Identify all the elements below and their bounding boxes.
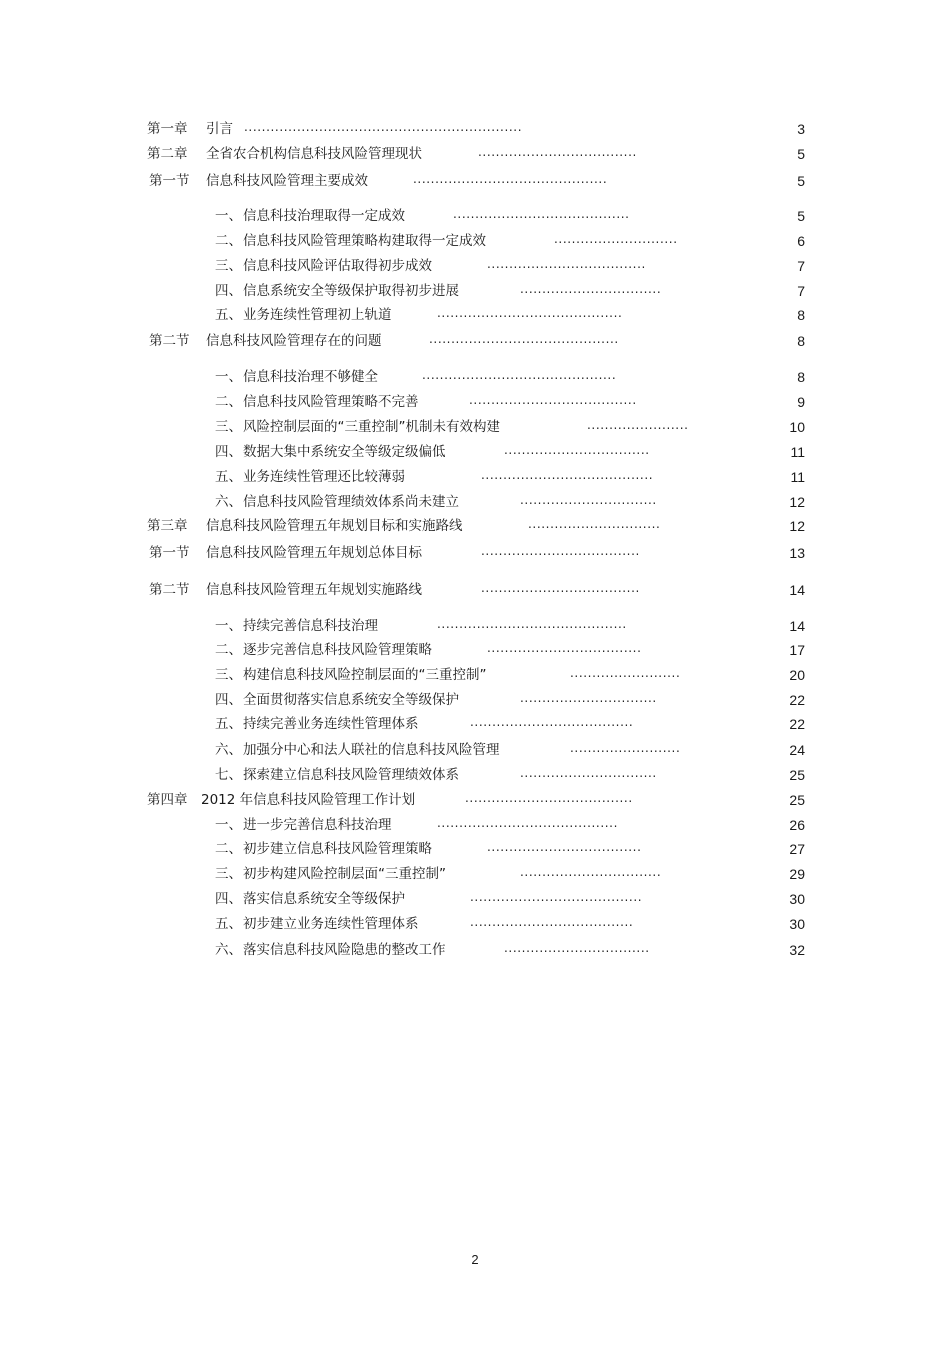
toc-entry-number: 第二节 bbox=[149, 582, 190, 598]
toc-entry-leader: ............................................ bbox=[422, 368, 617, 382]
toc-entry-number: 第三章 bbox=[147, 518, 188, 534]
toc-entry-number: 五、 bbox=[215, 307, 242, 323]
toc-entry-page: 29 bbox=[789, 866, 805, 882]
toc-entry-number: 五、 bbox=[215, 916, 242, 932]
toc-entry-page: 11 bbox=[790, 444, 805, 460]
toc-entry-number: 四、 bbox=[215, 692, 242, 708]
toc-entry-leader: ......................... bbox=[570, 666, 681, 680]
toc-entry-title: 逐步完善信息科技风险管理策略 bbox=[243, 642, 432, 658]
toc-entry-title: 信息科技治理不够健全 bbox=[243, 369, 378, 385]
toc-entry-page: 25 bbox=[789, 792, 805, 808]
toc-entry-page: 7 bbox=[797, 283, 805, 299]
toc-entry-page: 14 bbox=[789, 618, 805, 634]
toc-entry-leader: ............................ bbox=[554, 232, 678, 246]
toc-entry-title: 信息系统安全等级保护取得初步进展 bbox=[243, 283, 459, 299]
toc-entry-page: 17 bbox=[789, 642, 805, 658]
toc-entry-title: 信息科技风险评估取得初步成效 bbox=[243, 258, 432, 274]
toc-entry[interactable] bbox=[0, 331, 950, 351]
toc-entry-title: 持续完善业务连续性管理体系 bbox=[243, 716, 419, 732]
toc-entry-number: 二、 bbox=[215, 642, 242, 658]
toc-entry-title: 信息科技风险管理存在的问题 bbox=[206, 333, 382, 349]
toc-entry-leader: ...................................... bbox=[469, 393, 637, 407]
toc-entry-page: 9 bbox=[797, 394, 805, 410]
toc-entry-leader: ................................ bbox=[520, 865, 662, 879]
toc-entry[interactable] bbox=[0, 171, 950, 191]
toc-entry-leader: .......................................... bbox=[437, 306, 623, 320]
toc-entry[interactable] bbox=[0, 256, 950, 276]
page-number: 2 bbox=[471, 1252, 479, 1267]
toc-entry-number: 五、 bbox=[215, 716, 242, 732]
toc-entry-number: 六、 bbox=[215, 742, 242, 758]
toc-entry-title: 构建信息科技风险控制层面的“三重控制” bbox=[243, 667, 487, 683]
toc-entry-title: 信息科技风险管理五年规划实施路线 bbox=[206, 582, 422, 598]
toc-entry-number: 三、 bbox=[215, 419, 242, 435]
toc-entry[interactable] bbox=[0, 231, 950, 251]
toc-entry-title: 信息科技风险管理五年规划总体目标 bbox=[206, 545, 422, 561]
toc-entry[interactable] bbox=[0, 281, 950, 301]
toc-entry[interactable] bbox=[0, 765, 950, 785]
toc-entry[interactable] bbox=[0, 392, 950, 412]
toc-entry-page: 12 bbox=[789, 494, 805, 510]
toc-entry-number: 第一节 bbox=[149, 545, 190, 561]
toc-entry-title: 全省农合机构信息科技风险管理现状 bbox=[206, 146, 422, 162]
toc-entry-title: 加强分中心和法人联社的信息科技风险管理 bbox=[243, 742, 500, 758]
toc-entry[interactable] bbox=[0, 839, 950, 859]
toc-entry-number: 三、 bbox=[215, 667, 242, 683]
toc-entry-number: 四、 bbox=[215, 444, 242, 460]
toc-entry-leader: ............................... bbox=[520, 493, 657, 507]
toc-entry-leader: .................................... bbox=[478, 145, 637, 159]
toc-entry-title: 进一步完善信息科技治理 bbox=[243, 817, 392, 833]
toc-entry-page: 30 bbox=[789, 891, 805, 907]
toc-entry-page: 22 bbox=[789, 692, 805, 708]
toc-entry[interactable] bbox=[0, 665, 950, 685]
toc-entry-title: 信息科技风险管理主要成效 bbox=[206, 173, 368, 189]
toc-entry-number: 一、 bbox=[215, 817, 242, 833]
toc-entry[interactable] bbox=[0, 616, 950, 636]
toc-entry[interactable] bbox=[0, 467, 950, 487]
toc-entry-leader: ..................................... bbox=[470, 915, 634, 929]
toc-entry-number: 二、 bbox=[215, 841, 242, 857]
toc-entry-title: 探索建立信息科技风险管理绩效体系 bbox=[243, 767, 459, 783]
toc-entry-title: 初步建立业务连续性管理体系 bbox=[243, 916, 419, 932]
toc-entry[interactable] bbox=[0, 580, 950, 600]
toc-entry-leader: .................................... bbox=[487, 257, 646, 271]
toc-entry[interactable] bbox=[0, 144, 950, 164]
toc-entry-leader: ......................................... bbox=[437, 816, 618, 830]
toc-entry-title: 信息科技风险管理五年规划目标和实施路线 bbox=[206, 518, 463, 534]
toc-entry-title: 持续完善信息科技治理 bbox=[243, 618, 378, 634]
toc-entry[interactable] bbox=[0, 516, 950, 536]
toc-entry-number: 一、 bbox=[215, 369, 242, 385]
toc-entry-title: 落实信息科技风险隐患的整改工作 bbox=[243, 942, 446, 958]
toc-entry[interactable] bbox=[0, 914, 950, 934]
toc-entry[interactable] bbox=[0, 367, 950, 387]
toc-entry[interactable] bbox=[0, 206, 950, 226]
toc-entry-leader: ............................... bbox=[520, 766, 657, 780]
toc-entry-page: 10 bbox=[789, 419, 805, 435]
toc-entry[interactable] bbox=[0, 442, 950, 462]
toc-entry[interactable] bbox=[0, 417, 950, 437]
toc-entry-page: 5 bbox=[797, 146, 805, 162]
toc-entry-number: 六、 bbox=[215, 942, 242, 958]
toc-entry-page: 5 bbox=[797, 173, 805, 189]
toc-entry[interactable] bbox=[0, 492, 950, 512]
toc-entry-number: 四、 bbox=[215, 283, 242, 299]
toc-entry-page: 32 bbox=[789, 942, 805, 958]
toc-entry-number: 二、 bbox=[215, 394, 242, 410]
toc-entry-page: 13 bbox=[789, 545, 805, 561]
toc-entry[interactable] bbox=[0, 740, 950, 760]
toc-entry-number: 五、 bbox=[215, 469, 242, 485]
toc-entry[interactable] bbox=[0, 889, 950, 909]
toc-entry-page: 5 bbox=[797, 208, 805, 224]
toc-entry[interactable] bbox=[0, 815, 950, 835]
toc-entry-number: 一、 bbox=[215, 618, 242, 634]
toc-entry-leader: ................................. bbox=[504, 941, 650, 955]
toc-entry[interactable] bbox=[0, 305, 950, 325]
toc-entry-page: 8 bbox=[797, 307, 805, 323]
toc-entry[interactable] bbox=[0, 690, 950, 710]
toc-entry[interactable] bbox=[0, 864, 950, 884]
toc-entry-title: 风险控制层面的“三重控制”机制未有效构建 bbox=[243, 419, 500, 435]
toc-entry-page: 8 bbox=[797, 333, 805, 349]
toc-entry-number: 第二节 bbox=[149, 333, 190, 349]
toc-entry-leader: ....................... bbox=[587, 418, 689, 432]
toc-entry-number: 七、 bbox=[215, 767, 242, 783]
toc-entry-page: 26 bbox=[789, 817, 805, 833]
toc-entry-page: 14 bbox=[789, 582, 805, 598]
toc-entry-page: 30 bbox=[789, 916, 805, 932]
toc-entry-number: 第一章 bbox=[147, 121, 188, 137]
toc-entry-number: 第二章 bbox=[147, 146, 188, 162]
toc-entry-leader: ....................................... bbox=[470, 890, 643, 904]
toc-entry-leader: ................................... bbox=[487, 641, 642, 655]
toc-entry-title: 信息科技风险管理绩效体系尚未建立 bbox=[243, 494, 459, 510]
toc-entry-page: 20 bbox=[789, 667, 805, 683]
toc-entry-page: 25 bbox=[789, 767, 805, 783]
toc-entry-leader: .................................... bbox=[481, 581, 640, 595]
toc-entry-leader: ................................... bbox=[487, 840, 642, 854]
toc-entry-number: 三、 bbox=[215, 866, 242, 882]
toc-entry-title: 信息科技风险管理策略不完善 bbox=[243, 394, 419, 410]
toc-entry-page: 11 bbox=[790, 469, 805, 485]
toc-entry-leader: ......................... bbox=[570, 741, 681, 755]
toc-entry-page: 12 bbox=[789, 518, 805, 534]
toc-entry-leader: ...................................... bbox=[465, 791, 633, 805]
toc-entry-number: 二、 bbox=[215, 233, 242, 249]
toc-entry-number: 第一节 bbox=[149, 173, 190, 189]
toc-entry[interactable] bbox=[0, 940, 950, 960]
toc-entry-page: 8 bbox=[797, 369, 805, 385]
toc-entry-leader: ........................................... bbox=[429, 332, 619, 346]
toc-entry-title: 信息科技治理取得一定成效 bbox=[243, 208, 405, 224]
toc-entry-number: 三、 bbox=[215, 258, 242, 274]
toc-entry-title: 初步建立信息科技风险管理策略 bbox=[243, 841, 432, 857]
toc-entry[interactable] bbox=[0, 790, 950, 810]
toc-entry-number: 六、 bbox=[215, 494, 242, 510]
toc-entry-leader: ....................................... bbox=[481, 468, 654, 482]
toc-entry-page: 3 bbox=[797, 121, 805, 137]
toc-entry-page: 7 bbox=[797, 258, 805, 274]
toc-entry-page: 6 bbox=[797, 233, 805, 249]
toc-entry-number: 第四章 bbox=[147, 792, 188, 808]
toc-entry-title: 2012 年信息科技风险管理工作计划 bbox=[201, 792, 416, 808]
toc-entry[interactable] bbox=[0, 119, 950, 139]
toc-entry-number: 一、 bbox=[215, 208, 242, 224]
toc-entry-title: 全面贯彻落实信息系统安全等级保护 bbox=[243, 692, 459, 708]
toc-entry-title: 业务连续性管理初上轨道 bbox=[243, 307, 392, 323]
toc-entry-number: 四、 bbox=[215, 891, 242, 907]
toc-entry-leader: ............................... bbox=[520, 691, 657, 705]
toc-entry-title: 落实信息系统安全等级保护 bbox=[243, 891, 405, 907]
toc-entry-title: 业务连续性管理还比较薄弱 bbox=[243, 469, 405, 485]
toc-entry-leader: .............................. bbox=[528, 517, 661, 531]
toc-entry[interactable] bbox=[0, 640, 950, 660]
toc-entry-title: 信息科技风险管理策略构建取得一定成效 bbox=[243, 233, 486, 249]
toc-entry-title: 初步构建风险控制层面“三重控制” bbox=[243, 866, 446, 882]
toc-entry[interactable] bbox=[0, 714, 950, 734]
toc-entry-title: 数据大集中系统安全等级定级偏低 bbox=[243, 444, 446, 460]
toc-entry-leader: ............................................................... bbox=[244, 120, 523, 134]
toc-entry-leader: ........................................... bbox=[437, 617, 627, 631]
toc-entry[interactable] bbox=[0, 543, 950, 563]
toc-entry-leader: ............................................ bbox=[413, 172, 608, 186]
toc-entry-leader: ................................. bbox=[504, 443, 650, 457]
toc-entry-page: 22 bbox=[789, 716, 805, 732]
toc-entry-leader: ................................ bbox=[520, 282, 662, 296]
toc-entry-page: 27 bbox=[789, 841, 805, 857]
toc-entry-leader: .................................... bbox=[481, 544, 640, 558]
toc-entry-leader: ..................................... bbox=[470, 715, 634, 729]
toc-entry-title: 引言 bbox=[206, 121, 233, 137]
toc-entry-leader: ........................................ bbox=[453, 207, 630, 221]
toc-entry-page: 24 bbox=[789, 742, 805, 758]
